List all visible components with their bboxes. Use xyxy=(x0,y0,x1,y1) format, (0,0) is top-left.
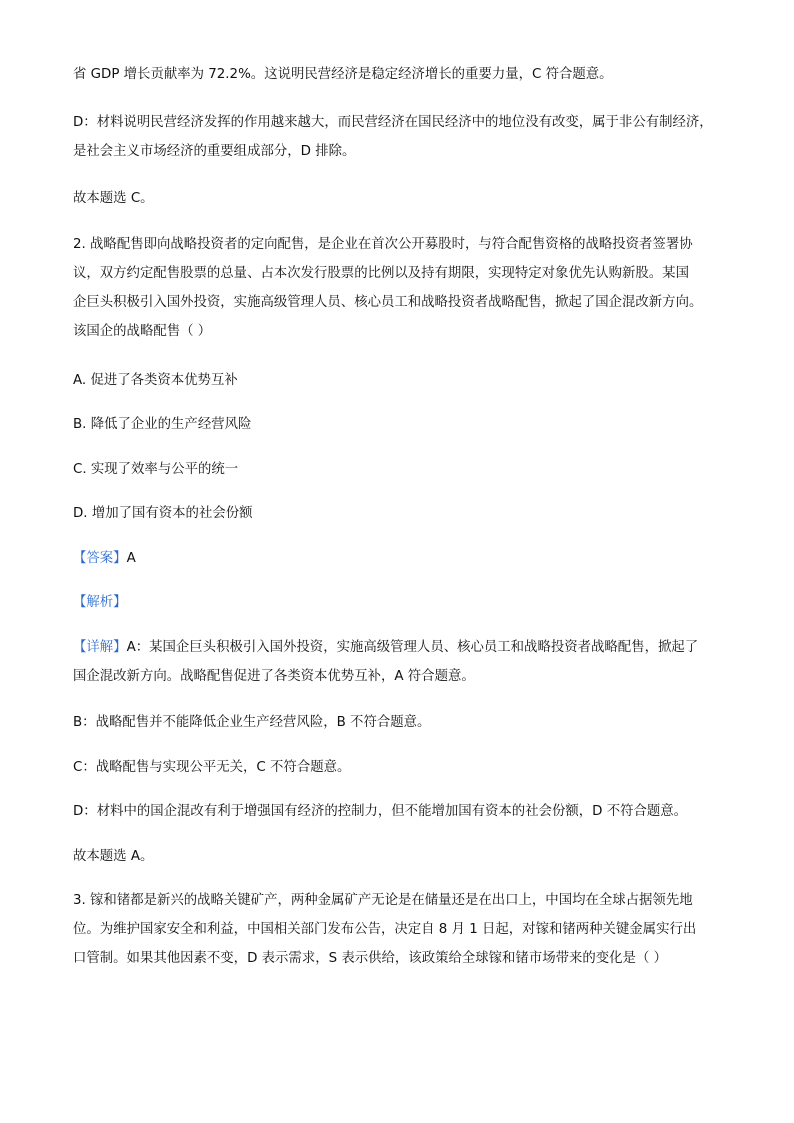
text-line: 该国企的战略配售（ ） xyxy=(73,324,212,339)
text-line: A：某国企巨头积极引入国外投资，实施高级管理人员、核心员工和战略投资者战略配售，掀起了 xyxy=(126,640,699,655)
detail-tag: 【详解】 xyxy=(73,640,127,655)
prev-answer-tail xyxy=(73,60,733,89)
text-line: 省 GDP 增长贡献率为 72.2%。这说明民营经济是稳定经济增长的重要力量，C 符合题意。 xyxy=(73,67,613,82)
text-line: 3. 镓和锗都是新兴的战略关键矿产，两种金属矿产无论是在储量还是在出口上，中国均在全球占据领先地 xyxy=(73,893,693,908)
text-line: 口管制。如果其他因素不变，D 表示需求，S 表示供给，该政策给全球镓和锗市场带来的变化是（ ） xyxy=(73,951,667,966)
detail-b: B：战略配售并不能降低企业生产经营风险，B 不符合题意。 xyxy=(73,715,431,730)
question-2-option-a: A. 促进了各类资本优势互补 xyxy=(73,373,238,388)
prev-conclusion: 故本题选 C。 xyxy=(73,191,154,206)
question-2-option-d: D. 增加了国有资本的社会份额 xyxy=(73,506,253,521)
answer-value: A xyxy=(126,551,136,566)
text-line: D：材料说明民营经济发挥的作用越来越大，而民营经济在国民经济中的地位没有改变，属于非公有制经济， xyxy=(73,115,713,130)
answer-line xyxy=(73,544,733,573)
question-2-stem xyxy=(73,230,733,346)
prev-option-d-analysis xyxy=(73,108,733,166)
detail-c: C：战略配售与实现公平无关，C 不符合题意。 xyxy=(73,760,351,775)
question-2-option-b: B. 降低了企业的生产经营风险 xyxy=(73,417,252,432)
text-line: 议，双方约定配售股票的总量、占本次发行股票的比例以及持有期限，实现特定对象优先认购新股。某国 xyxy=(73,266,689,281)
question-2-conclusion: 故本题选 A。 xyxy=(73,849,154,864)
text-line: 2. 战略配售即向战略投资者的定向配售，是企业在首次公开募股时，与符合配售资格的战略投资者签署协 xyxy=(73,237,693,252)
question-3-stem xyxy=(73,886,733,973)
text-line: 国企混改新方向。战略配售促进了各类资本优势互补，A 符合题意。 xyxy=(73,669,475,684)
answer-tag: 【答案】 xyxy=(73,551,127,566)
text-line: 是社会主义市场经济的重要组成部分，D 排除。 xyxy=(73,144,356,159)
detail-a xyxy=(73,633,733,691)
text-line: 企巨头积极引入国外投资，实施高级管理人员、核心员工和战略投资者战略配售，掀起了国企混改新方向。 xyxy=(73,295,703,310)
detail-d: D：材料中的国企混改有利于增强国有经济的控制力，但不能增加国有资本的社会份额，D 不符合题意。 xyxy=(73,804,688,819)
analysis-heading xyxy=(73,588,733,617)
analysis-tag: 【解析】 xyxy=(73,595,127,610)
text-line: 位。为维护国家安全和利益，中国相关部门发布公告，决定自 8 月 1 日起，对镓和锗两种关键金属实行出 xyxy=(73,922,697,937)
question-2-option-c: C. 实现了效率与公平的统一 xyxy=(73,462,239,477)
